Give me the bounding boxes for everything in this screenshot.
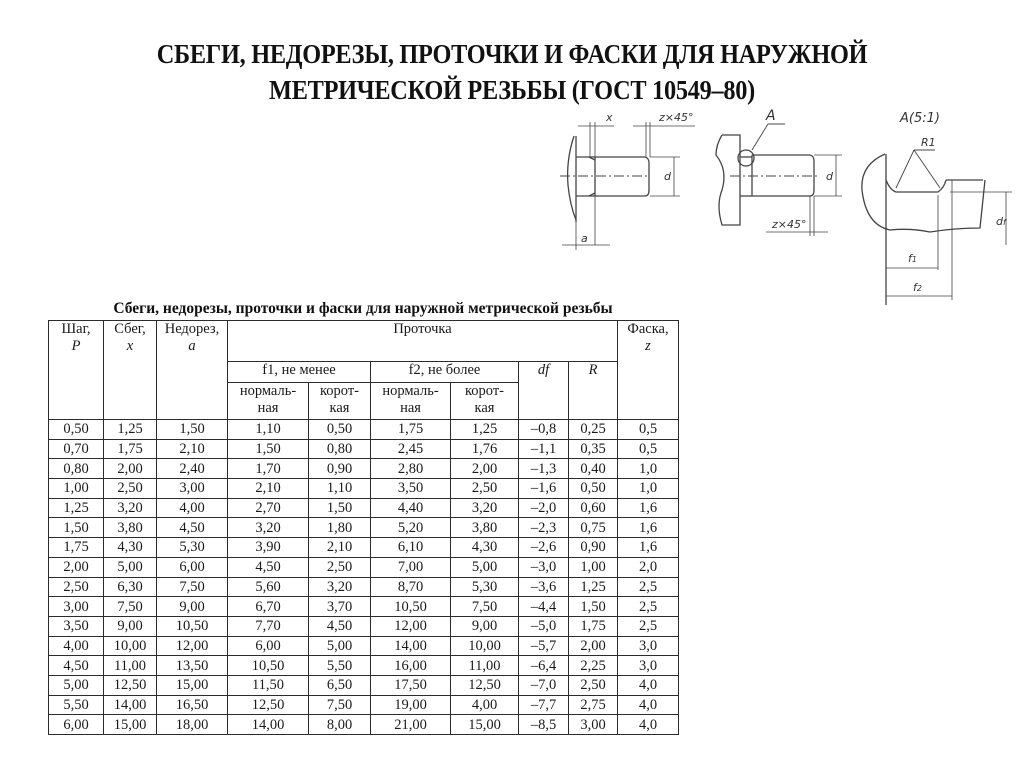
header-groove: Проточка <box>228 321 618 362</box>
table-cell: 2,10 <box>157 439 228 459</box>
table-row <box>49 439 679 459</box>
table-cell: 0,50 <box>49 420 104 440</box>
table-cell: 1,10 <box>228 420 309 440</box>
header-R: R <box>569 362 618 420</box>
table-cell: 5,50 <box>49 695 104 715</box>
table-body <box>49 420 679 735</box>
table-cell: 3,20 <box>104 498 157 518</box>
header-f2-normal: нормаль- ная <box>371 383 451 420</box>
table-cell: 2,00 <box>569 636 618 656</box>
table-cell: 2,10 <box>309 538 371 558</box>
table-cell: 10,50 <box>371 597 451 617</box>
table-cell: 1,0 <box>618 479 679 499</box>
table-cell: 12,50 <box>451 675 519 695</box>
header-f2: f2, не более <box>371 362 519 383</box>
table-cell: 6,10 <box>371 538 451 558</box>
label-a: a <box>581 232 588 245</box>
table-cell: 9,00 <box>451 616 519 636</box>
table-cell: 16,50 <box>157 695 228 715</box>
table-cell: –5,0 <box>519 616 569 636</box>
table-cell: 1,6 <box>618 498 679 518</box>
table-cell: 14,00 <box>371 636 451 656</box>
table-cell: 2,75 <box>569 695 618 715</box>
label-d-fig2: d <box>826 170 833 183</box>
table-cell: 1,10 <box>309 479 371 499</box>
table-cell: 3,70 <box>309 597 371 617</box>
table-row <box>49 459 679 479</box>
table-cell: 4,30 <box>104 538 157 558</box>
table-caption: Сбеги, недорезы, проточки и фаски для наружной метрической резьбы <box>113 300 613 317</box>
table-cell: 2,0 <box>618 557 679 577</box>
table-cell: 2,40 <box>157 459 228 479</box>
table-cell: 11,00 <box>451 656 519 676</box>
table-cell: 1,25 <box>49 498 104 518</box>
table-cell: 0,50 <box>569 479 618 499</box>
label-detail-A: A(5:1) <box>900 111 940 126</box>
table-cell: 3,80 <box>104 518 157 538</box>
table-cell: 4,0 <box>618 695 679 715</box>
table-cell: 0,60 <box>569 498 618 518</box>
header-undercut: Недорез, a <box>157 321 228 420</box>
table-cell: 4,50 <box>157 518 228 538</box>
slide-title-line-1: СБЕГИ, НЕДОРЕЗЫ, ПРОТОЧКИ И ФАСКИ ДЛЯ НАРУЖНОЙ <box>156 39 868 69</box>
table-cell: 6,00 <box>49 715 104 735</box>
label-z-fig2: z×45° <box>772 218 807 231</box>
table-row <box>49 577 679 597</box>
table-cell: 3,20 <box>309 577 371 597</box>
table-cell: 5,20 <box>371 518 451 538</box>
table-cell: 6,30 <box>104 577 157 597</box>
slide-title-line-2: МЕТРИЧЕСКОЙ РЕЗЬБЫ (ГОСТ 10549–80) <box>269 75 755 105</box>
table-cell: 4,40 <box>371 498 451 518</box>
table-cell: 4,30 <box>451 538 519 558</box>
table-cell: 0,40 <box>569 459 618 479</box>
table-row <box>49 557 679 577</box>
table-cell: 1,6 <box>618 518 679 538</box>
table-cell: 12,50 <box>228 695 309 715</box>
table-cell: 7,00 <box>371 557 451 577</box>
table-cell: 2,00 <box>49 557 104 577</box>
table-cell: 1,75 <box>569 616 618 636</box>
table-cell: 5,00 <box>49 675 104 695</box>
table-row <box>49 715 679 735</box>
table-cell: 15,00 <box>451 715 519 735</box>
table-cell: 3,00 <box>49 597 104 617</box>
label-A: A <box>766 108 776 124</box>
label-z-fig1: z×45° <box>659 111 694 124</box>
table-cell: 4,50 <box>309 616 371 636</box>
table-cell: 0,75 <box>569 518 618 538</box>
technical-drawings <box>550 100 1020 315</box>
table-cell: 11,50 <box>228 675 309 695</box>
table-cell: 2,5 <box>618 616 679 636</box>
header-f1: f1, не менее <box>228 362 371 383</box>
label-df: df <box>996 215 1006 228</box>
thread-groove-table <box>48 320 679 735</box>
table-cell: 1,50 <box>49 518 104 538</box>
table-cell: 0,90 <box>569 538 618 558</box>
table-cell: 3,0 <box>618 656 679 676</box>
table-cell: 0,5 <box>618 420 679 440</box>
table-cell: 7,50 <box>104 597 157 617</box>
table-cell: 6,70 <box>228 597 309 617</box>
table-row <box>49 616 679 636</box>
table-cell: 12,00 <box>371 616 451 636</box>
label-f2: f2 <box>913 281 922 294</box>
table-cell: 5,00 <box>451 557 519 577</box>
table-cell: 2,50 <box>49 577 104 597</box>
table-cell: 1,0 <box>618 459 679 479</box>
table-cell: 1,6 <box>618 538 679 558</box>
table-cell: 0,80 <box>309 439 371 459</box>
table-cell: –7,7 <box>519 695 569 715</box>
table-cell: 2,00 <box>104 459 157 479</box>
table-cell: 19,00 <box>371 695 451 715</box>
label-R1: R1 <box>921 136 936 149</box>
table-cell: 1,50 <box>309 498 371 518</box>
table-cell: 4,50 <box>228 557 309 577</box>
header-f1-short: корот- кая <box>309 383 371 420</box>
table-row <box>49 695 679 715</box>
table-cell: 8,00 <box>309 715 371 735</box>
header-runout: Сбег, x <box>104 321 157 420</box>
table-cell: 1,00 <box>49 479 104 499</box>
table-cell: 17,50 <box>371 675 451 695</box>
table-cell: 4,0 <box>618 675 679 695</box>
table-cell: 3,00 <box>569 715 618 735</box>
table-cell: 3,20 <box>228 518 309 538</box>
table-cell: 1,70 <box>228 459 309 479</box>
table-cell: 2,5 <box>618 597 679 617</box>
table-cell: 10,50 <box>228 656 309 676</box>
table-cell: 2,70 <box>228 498 309 518</box>
table-cell: 2,50 <box>569 675 618 695</box>
table-cell: 2,10 <box>228 479 309 499</box>
table-cell: 6,50 <box>309 675 371 695</box>
table-cell: 6,00 <box>157 557 228 577</box>
table-cell: 10,50 <box>157 616 228 636</box>
header-df: df <box>519 362 569 420</box>
header-f2-short: корот- кая <box>451 383 519 420</box>
table-cell: 6,00 <box>228 636 309 656</box>
table-cell: –0,8 <box>519 420 569 440</box>
table-cell: 5,00 <box>309 636 371 656</box>
table-cell: 15,00 <box>104 715 157 735</box>
table-cell: 1,80 <box>309 518 371 538</box>
table-cell: 3,50 <box>371 479 451 499</box>
table-cell: 0,70 <box>49 439 104 459</box>
table-cell: –1,1 <box>519 439 569 459</box>
table-cell: –5,7 <box>519 636 569 656</box>
table-cell: 14,00 <box>228 715 309 735</box>
table-cell: –7,0 <box>519 675 569 695</box>
table-cell: 2,50 <box>309 557 371 577</box>
table-cell: –1,6 <box>519 479 569 499</box>
table-cell: 12,00 <box>157 636 228 656</box>
table-cell: 1,25 <box>104 420 157 440</box>
table-cell: 3,0 <box>618 636 679 656</box>
table-cell: 5,50 <box>309 656 371 676</box>
table-cell: 8,70 <box>371 577 451 597</box>
table-cell: 3,50 <box>49 616 104 636</box>
table-cell: 18,00 <box>157 715 228 735</box>
table-cell: 0,50 <box>309 420 371 440</box>
table-cell: 13,50 <box>157 656 228 676</box>
table-row <box>49 420 679 440</box>
table-cell: 3,20 <box>451 498 519 518</box>
table-cell: 10,00 <box>104 636 157 656</box>
table-cell: 1,76 <box>451 439 519 459</box>
table-cell: –2,0 <box>519 498 569 518</box>
table-cell: 21,00 <box>371 715 451 735</box>
header-pitch: Шаг, P <box>49 321 104 420</box>
table-cell: 2,5 <box>618 577 679 597</box>
table-row <box>49 675 679 695</box>
table-cell: 4,0 <box>618 715 679 735</box>
table-cell: 3,00 <box>157 479 228 499</box>
table-cell: 1,75 <box>49 538 104 558</box>
table-cell: 9,00 <box>104 616 157 636</box>
table-cell: 1,25 <box>569 577 618 597</box>
table-cell: 10,00 <box>451 636 519 656</box>
table-cell: 2,25 <box>569 656 618 676</box>
table-cell: 4,00 <box>157 498 228 518</box>
table-cell: –4,4 <box>519 597 569 617</box>
table-cell: 0,90 <box>309 459 371 479</box>
table-cell: 11,00 <box>104 656 157 676</box>
table-cell: 2,00 <box>451 459 519 479</box>
table-cell: 5,30 <box>157 538 228 558</box>
header-chamfer: Фаска, z <box>618 321 679 420</box>
table-row <box>49 597 679 617</box>
table-cell: –6,4 <box>519 656 569 676</box>
table-cell: 0,5 <box>618 439 679 459</box>
table-cell: –2,6 <box>519 538 569 558</box>
table-cell: 2,80 <box>371 459 451 479</box>
table-row <box>49 538 679 558</box>
table-cell: 1,25 <box>451 420 519 440</box>
table-cell: 1,50 <box>228 439 309 459</box>
table-cell: 9,00 <box>157 597 228 617</box>
table-cell: –8,5 <box>519 715 569 735</box>
table-cell: 16,00 <box>371 656 451 676</box>
table-row <box>49 479 679 499</box>
table-row <box>49 518 679 538</box>
table-cell: –3,0 <box>519 557 569 577</box>
table-cell: 5,00 <box>104 557 157 577</box>
table-cell: 14,00 <box>104 695 157 715</box>
table-cell: 5,60 <box>228 577 309 597</box>
table-cell: –2,3 <box>519 518 569 538</box>
table-cell: 0,25 <box>569 420 618 440</box>
table-cell: 1,50 <box>569 597 618 617</box>
header-f1-normal: нормаль- ная <box>228 383 309 420</box>
table-cell: 5,30 <box>451 577 519 597</box>
table-cell: 1,00 <box>569 557 618 577</box>
label-x: x <box>606 111 613 124</box>
table-cell: 1,75 <box>104 439 157 459</box>
table-cell: 7,50 <box>309 695 371 715</box>
table-cell: –3,6 <box>519 577 569 597</box>
table-cell: 1,50 <box>157 420 228 440</box>
table-row <box>49 636 679 656</box>
table-cell: 2,50 <box>104 479 157 499</box>
table-cell: 2,45 <box>371 439 451 459</box>
table-cell: 0,35 <box>569 439 618 459</box>
table-cell: 4,50 <box>49 656 104 676</box>
table-cell: 7,50 <box>451 597 519 617</box>
table-cell: 3,90 <box>228 538 309 558</box>
label-d-fig1: d <box>664 170 671 183</box>
table-cell: 4,00 <box>49 636 104 656</box>
table-cell: 1,75 <box>371 420 451 440</box>
label-f1: f1 <box>908 252 917 265</box>
table-cell: 4,00 <box>451 695 519 715</box>
table-cell: 15,00 <box>157 675 228 695</box>
table-row <box>49 656 679 676</box>
table-cell: 2,50 <box>451 479 519 499</box>
slide-title <box>51 36 973 108</box>
table-cell: 7,70 <box>228 616 309 636</box>
table-cell: 3,80 <box>451 518 519 538</box>
table-cell: 7,50 <box>157 577 228 597</box>
table-cell: 0,80 <box>49 459 104 479</box>
table-cell: –1,3 <box>519 459 569 479</box>
table-cell: 12,50 <box>104 675 157 695</box>
table-row <box>49 498 679 518</box>
thread-drawings-svg <box>550 100 1020 315</box>
